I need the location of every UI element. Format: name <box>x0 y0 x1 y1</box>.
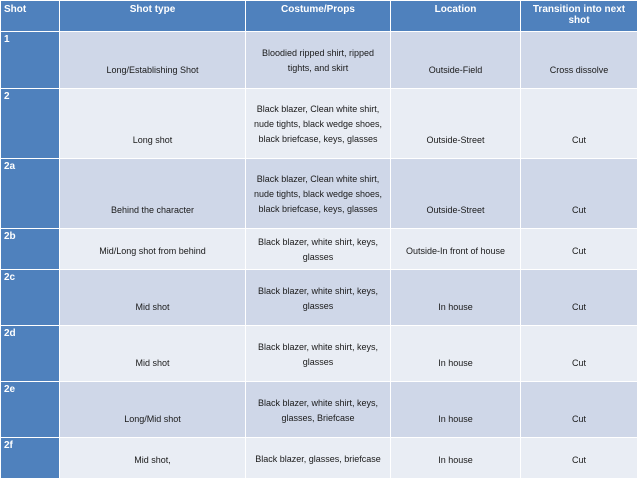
shot-type-cell: Long shot <box>60 89 246 159</box>
table-row <box>1 438 638 479</box>
shot-type-cell: Mid shot, <box>60 438 246 479</box>
transition-cell: Cut <box>521 382 638 438</box>
header-location: Location <box>391 1 521 32</box>
transition-cell: Cut <box>521 159 638 229</box>
table-row <box>1 32 638 89</box>
header-transition: Transition into next shot <box>521 1 638 32</box>
shot-number: 2c <box>1 270 60 326</box>
shot-number: 2 <box>1 89 60 159</box>
shot-number: 2a <box>1 159 60 229</box>
shot-type-cell: Mid shot <box>60 270 246 326</box>
costume-cell: Black blazer, white shirt, keys, glasses <box>246 270 391 326</box>
shot-type-cell: Long/Mid shot <box>60 382 246 438</box>
shot-type-cell: Mid/Long shot from behind <box>60 229 246 270</box>
header-row <box>1 1 638 32</box>
shot-number: 1 <box>1 32 60 89</box>
transition-cell: Cut <box>521 326 638 382</box>
shot-type-cell: Behind the character <box>60 159 246 229</box>
table-row <box>1 326 638 382</box>
table-row <box>1 159 638 229</box>
transition-cell: Cut <box>521 438 638 479</box>
table-row <box>1 229 638 270</box>
transition-cell: Cut <box>521 270 638 326</box>
shot-type-cell: Long/Establishing Shot <box>60 32 246 89</box>
costume-cell: Black blazer, white shirt, keys, glasses, Briefcase <box>246 382 391 438</box>
transition-cell: Cut <box>521 229 638 270</box>
location-cell: In house <box>391 270 521 326</box>
location-cell: Outside-Street <box>391 159 521 229</box>
shot-type-cell: Mid shot <box>60 326 246 382</box>
table-row <box>1 270 638 326</box>
location-cell: In house <box>391 326 521 382</box>
costume-cell: Black blazer, Clean white shirt, nude tights, black wedge shoes, black briefcase, keys, glasses <box>246 89 391 159</box>
costume-cell: Black blazer, white shirt, keys, glasses <box>246 229 391 270</box>
shot-number: 2e <box>1 382 60 438</box>
location-cell: Outside-Street <box>391 89 521 159</box>
location-cell: Outside-Field <box>391 32 521 89</box>
costume-cell: Black blazer, Clean white shirt, nude tights, black wedge shoes, black briefcase, keys, glasses <box>246 159 391 229</box>
table-row <box>1 382 638 438</box>
costume-cell: Black blazer, white shirt, keys, glasses <box>246 326 391 382</box>
header-shot: Shot <box>1 1 60 32</box>
shot-number: 2b <box>1 229 60 270</box>
transition-cell: Cross dissolve <box>521 32 638 89</box>
costume-cell: Black blazer, glasses, briefcase <box>246 438 391 479</box>
location-cell: In house <box>391 438 521 479</box>
transition-cell: Cut <box>521 89 638 159</box>
shot-number: 2f <box>1 438 60 479</box>
header-shot-type: Shot type <box>60 1 246 32</box>
shot-number: 2d <box>1 326 60 382</box>
location-cell: Outside-In front of house <box>391 229 521 270</box>
table-row <box>1 89 638 159</box>
header-costume-props: Costume/Props <box>246 1 391 32</box>
location-cell: In house <box>391 382 521 438</box>
costume-cell: Bloodied ripped shirt, ripped tights, and skirt <box>246 32 391 89</box>
